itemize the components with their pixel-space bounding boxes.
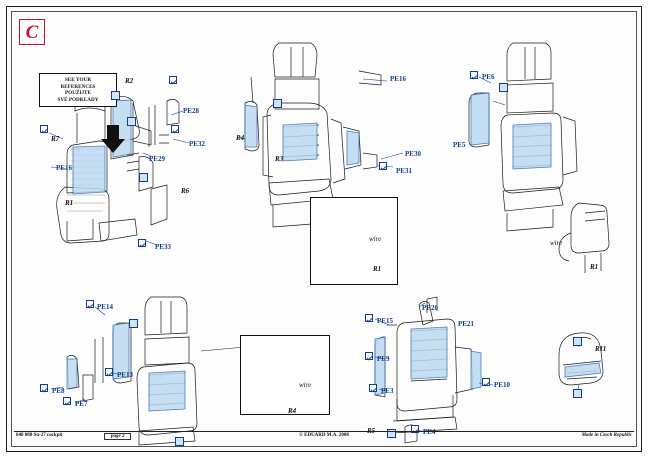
checkbox-PE32[interactable] — [171, 125, 179, 133]
part-label-PE32: PE32 — [189, 140, 205, 148]
note-line-4: SVÉ PODKLADY — [57, 96, 99, 103]
checkbox-PE15[interactable] — [365, 314, 373, 322]
page-footer — [14, 431, 634, 444]
detail-inset-center — [310, 197, 398, 285]
part-label-PE4: PE4 — [423, 428, 436, 436]
part-label-PE15: PE15 — [377, 317, 393, 325]
checkbox-PE9[interactable] — [365, 352, 373, 360]
part-label-PE29: PE29 — [149, 155, 165, 163]
checkbox-PE8[interactable] — [40, 384, 48, 392]
part-label-R4-inset: R4 — [288, 407, 297, 415]
checkbox-PE28[interactable] — [169, 76, 177, 84]
part-label-PE21: PE21 — [458, 320, 474, 328]
part-label-PE9: PE9 — [377, 355, 390, 363]
pe-chip-5 — [499, 83, 508, 92]
pe-chip-3 — [139, 173, 148, 182]
part-label-PE13: PE13 — [117, 371, 133, 379]
note-line-3: POUŽIJTE — [65, 90, 91, 96]
part-label-PE31: PE31 — [396, 167, 412, 175]
footer-page-number: page 2 — [104, 433, 131, 440]
part-label-R1-inset-center: R1 — [373, 265, 382, 273]
part-label-PE10: PE10 — [494, 381, 510, 389]
part-label-R7: R7 — [51, 135, 60, 143]
part-label-PE20: PE20 — [422, 304, 438, 312]
part-label-R5: R5 — [367, 427, 376, 435]
pe-chip-4 — [273, 99, 282, 108]
checkbox-PE14[interactable] — [86, 300, 94, 308]
checkbox-PE6[interactable] — [470, 71, 478, 79]
pe-chip-10 — [129, 319, 138, 328]
part-label-PE33: PE33 — [155, 243, 171, 251]
footer-copyright: © EDUARD M.A. 2008 — [299, 433, 349, 438]
part-label-R11: R11 — [595, 345, 607, 353]
checkbox-PE31[interactable] — [379, 162, 387, 170]
part-label-PE8: PE8 — [52, 387, 65, 395]
checkbox-PE16-left[interactable] — [40, 125, 48, 133]
reference-note-box — [39, 73, 117, 107]
part-label-R3: R3 — [275, 155, 284, 163]
part-label-R2: R2 — [125, 77, 134, 85]
wire-label-center: wire — [369, 235, 382, 243]
page-frame — [6, 6, 642, 452]
checkbox-PE13[interactable] — [105, 368, 113, 376]
part-label-PE16-center: PE16 — [390, 75, 406, 83]
note-line-2: REFERENCES — [60, 83, 96, 90]
part-label-PE16-left: PE16 — [56, 164, 72, 172]
part-label-PE6: PE6 — [482, 73, 495, 81]
part-label-R1-left: R1 — [65, 199, 74, 207]
footer-origin: Made in Czech Republic — [581, 433, 632, 438]
part-label-PE7: PE7 — [75, 400, 88, 408]
part-label-R4-top: R4 — [236, 134, 245, 142]
detail-inset-bottom — [240, 335, 330, 415]
checkbox-PE3[interactable] — [369, 384, 377, 392]
part-label-R1-inset-right: R1 — [590, 263, 599, 271]
pe-chip-2 — [127, 117, 136, 126]
pe-chip-1 — [111, 91, 120, 100]
pe-chip-7 — [573, 389, 582, 398]
part-label-PE14: PE14 — [97, 303, 113, 311]
wire-label-bottom: wire — [299, 381, 312, 389]
wire-label-right: wire — [550, 239, 563, 247]
part-label-R6: R6 — [181, 187, 190, 195]
part-label-PE5: PE5 — [453, 141, 466, 149]
part-label-PE30: PE30 — [405, 150, 421, 158]
note-line-1: SEE YOUR — [64, 77, 92, 83]
checkbox-PE7[interactable] — [63, 397, 71, 405]
checkbox-PE33[interactable] — [138, 239, 146, 247]
part-label-PE3: PE3 — [381, 387, 394, 395]
checkbox-PE10[interactable] — [482, 378, 490, 386]
part-label-PE28: PE28 — [183, 107, 199, 115]
step-letter-badge: C — [19, 19, 45, 45]
footer-kit-code: 648 088 Su-27 cockpit — [16, 433, 63, 438]
pe-chip-6 — [573, 337, 582, 346]
